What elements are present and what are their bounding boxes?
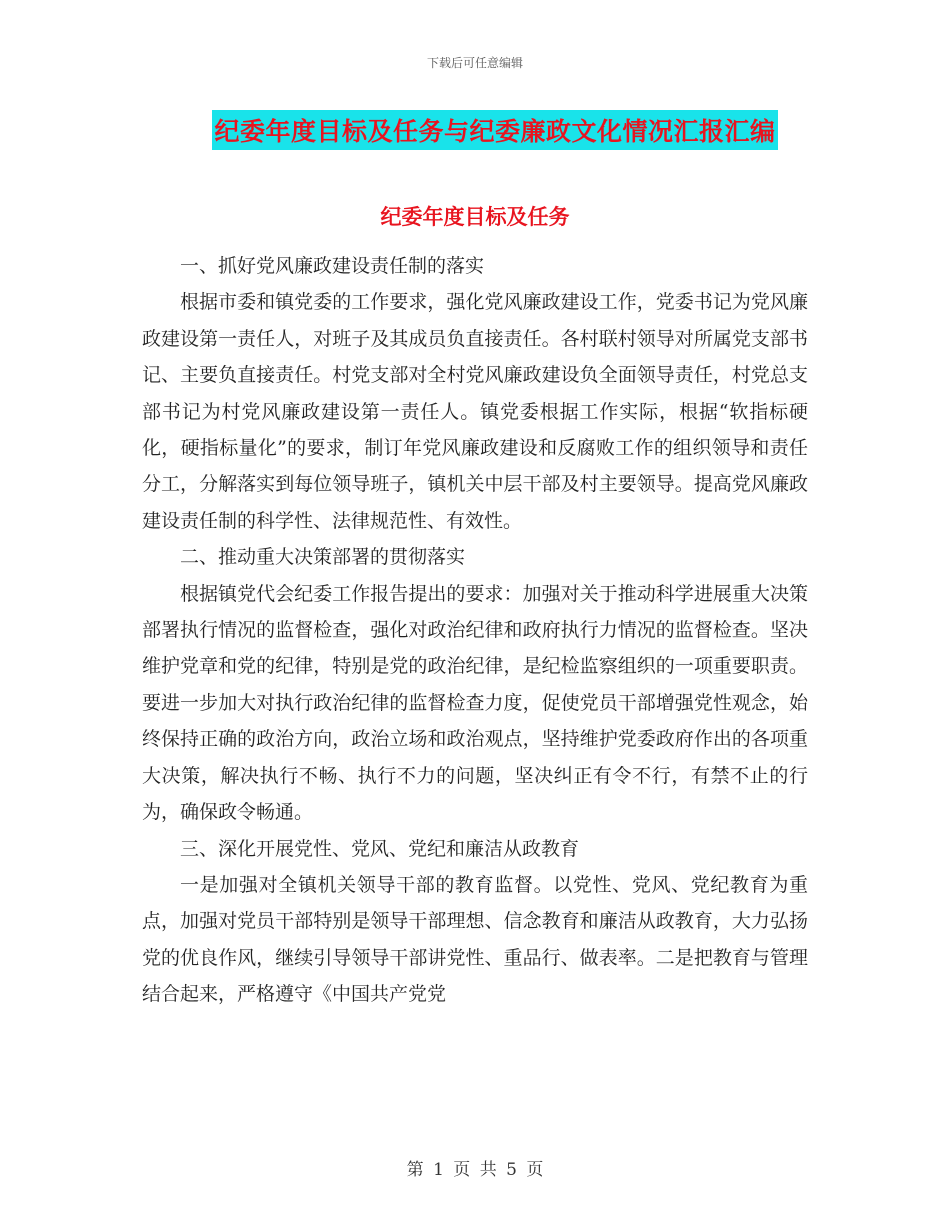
- paragraph-2: 根据镇党代会纪委工作报告提出的要求：加强对关于推动科学进展重大决策部署执行情况的监督检查，强化对政治纪律和政府执行力情况的监督检查。坚决维护党章和党的纪律，特别是党的政治纪律，是纪检监察组织的一项重要职责。要进一步加大对执行政治纪律的监督检查力度，促使党员干部增强党性观念，始终保持正确的政治方向，政治立场和政治观点，坚持维护党委政府作出的各项重大决策，解决执行不畅、执行不力的问题，坚决纠正有令不行，有禁不止的行为，确保政令畅通。: [142, 582, 808, 824]
- page-number-footer: 第 1 页 共 5 页: [406, 1160, 544, 1180]
- heading-2: 二、推动重大决策部署的贯彻落实: [180, 546, 466, 569]
- paragraph-1: 根据市委和镇党委的工作要求，强化党风廉政建设工作，党委书记为党风廉政建设第一责任人，对班子及其成员负直接责任。各村联村领导对所属党支部书记、主要负直接责任。村党支部对全村党风廉政建设负全面领导责任，村党总支部书记为村党风廉政建设第一责任人。镇党委根据工作实际，根据“软指标硬化，硬指标量化”的要求，制订年党风廉政建设和反腐败工作的组织领导和责任分工，分解落实到每位领导班子，镇机关中层干部及村主要领导。提高党风廉政建设责任制的科学性、法律规范性、有效性。: [142, 291, 808, 532]
- header-note: 下载后可任意编辑: [426, 56, 523, 70]
- heading-3: 三、深化开展党性、党风、党纪和廉洁从政教育: [180, 837, 580, 860]
- heading-1: 一、抓好党风廉政建设责任制的落实: [180, 255, 485, 277]
- document-title: 纪委年度目标及任务与纪委廉政文化情况汇报汇编: [212, 110, 777, 150]
- section-title: 纪委年度目标及任务: [380, 205, 570, 229]
- document-title-container: [0, 110, 950, 150]
- document-body: [142, 248, 808, 1013]
- paragraph-3: 一是加强对全镇机关领导干部的教育监督。以党性、党风、党纪教育为重点，加强对党员干部特别是领导干部理想、信念教育和廉洁从政教育，大力弘扬党的优良作风，继续引导领导干部讲党性、重品行、做表率。二是把教育与管理结合起来，严格遵守《中国共产党党: [142, 873, 808, 1006]
